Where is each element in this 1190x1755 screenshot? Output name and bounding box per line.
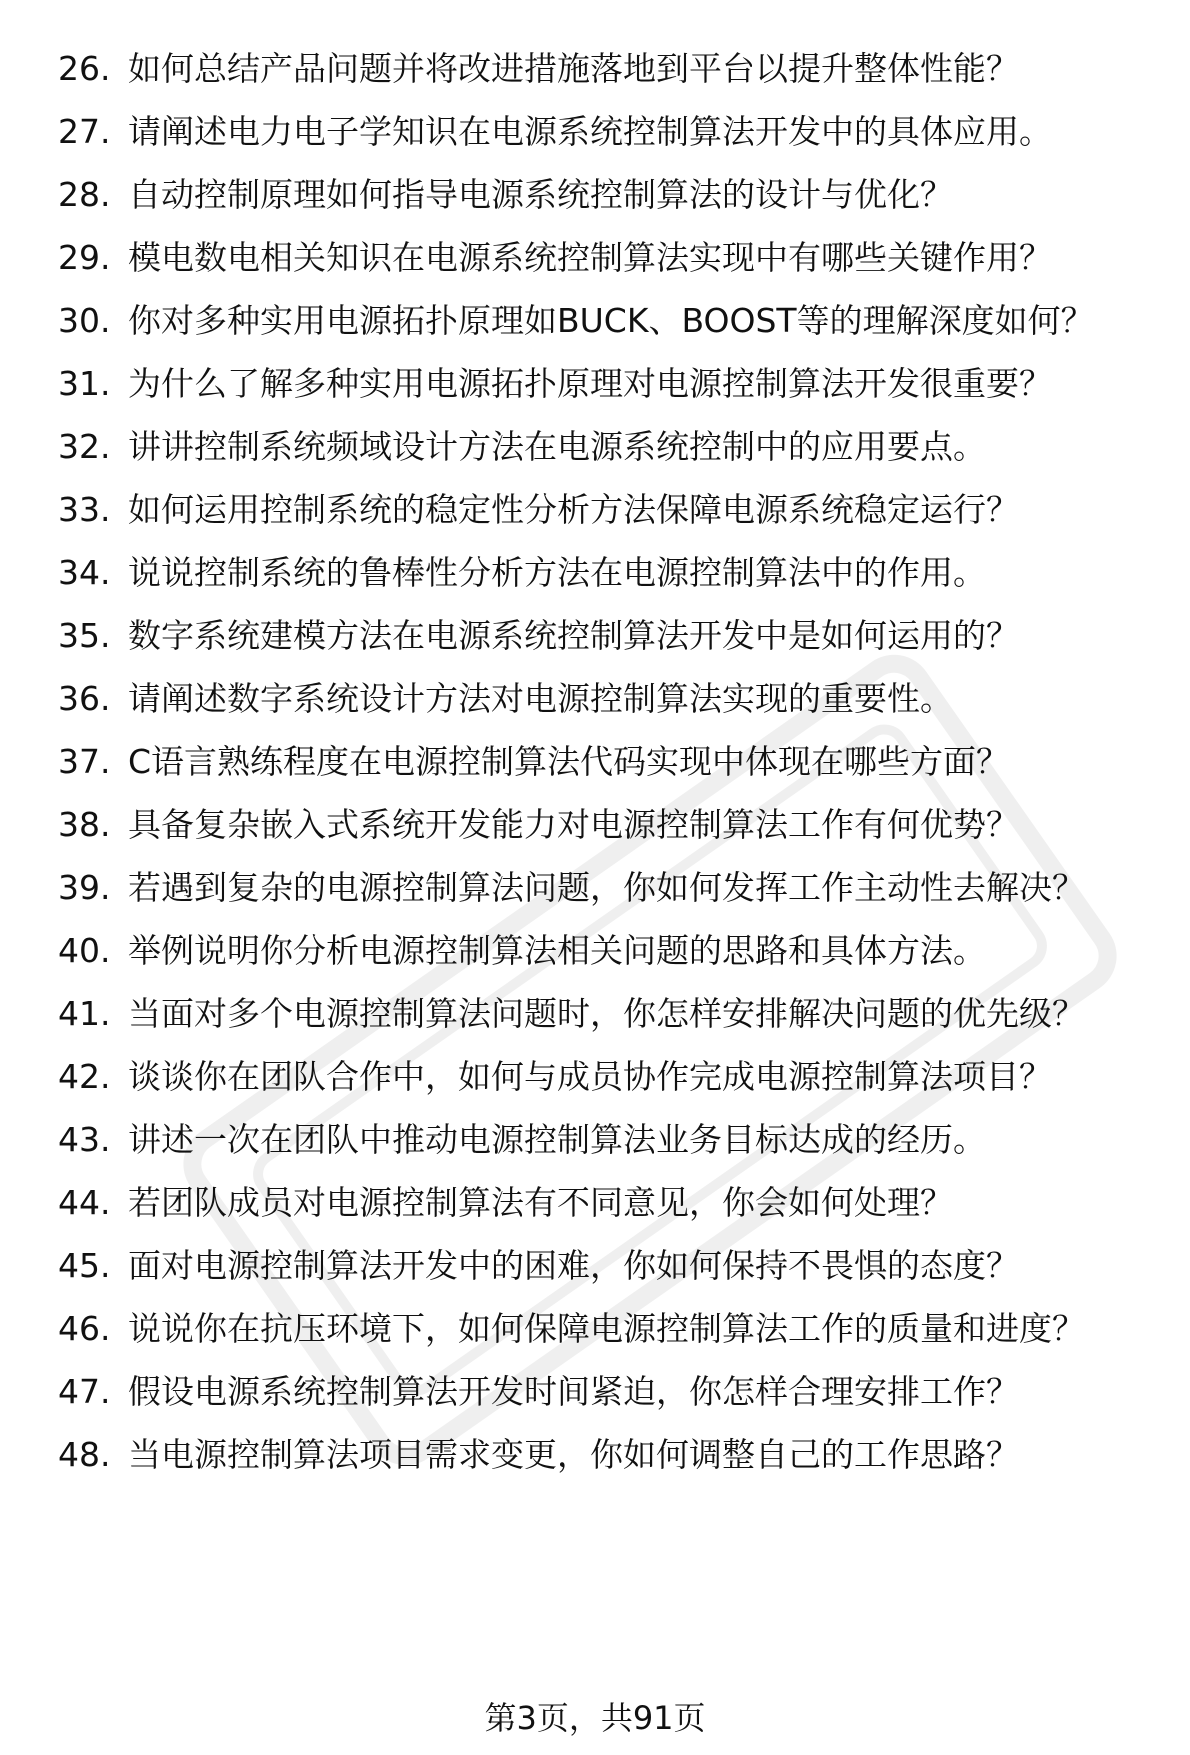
question-number: 42. — [58, 1057, 111, 1096]
question-number: 31. — [58, 364, 111, 403]
list-item — [58, 174, 1138, 216]
question-text: 讲述一次在团队中推动电源控制算法业务目标达成的经历。 — [128, 1120, 986, 1159]
list-item — [58, 1056, 1138, 1098]
question-text: 请阐述数字系统设计方法对电源控制算法实现的重要性。 — [128, 679, 953, 718]
list-item — [58, 426, 1138, 468]
question-number: 41. — [58, 994, 111, 1033]
list-item — [58, 741, 1138, 783]
list-item — [58, 993, 1138, 1035]
question-number: 40. — [58, 931, 111, 970]
question-text: 如何总结产品问题并将改进措施落地到平台以提升整体性能？ — [128, 49, 1019, 88]
question-text: 当面对多个电源控制算法问题时，你怎样安排解决问题的优先级？ — [128, 994, 1085, 1033]
question-number: 27. — [58, 112, 111, 151]
list-item — [58, 48, 1138, 90]
question-number: 36. — [58, 679, 111, 718]
page-footer: 第3页，共91页 — [484, 1699, 706, 1737]
question-text: 若团队成员对电源控制算法有不同意见，你会如何处理？ — [128, 1183, 953, 1222]
question-text: 数字系统建模方法在电源系统控制算法开发中是如何运用的？ — [128, 616, 1019, 655]
list-item — [58, 615, 1138, 657]
question-text: 举例说明你分析电源控制算法相关问题的思路和具体方法。 — [128, 931, 986, 970]
question-text: 当电源控制算法项目需求变更，你如何调整自己的工作思路？ — [128, 1435, 1019, 1474]
question-text: 具备复杂嵌入式系统开发能力对电源控制算法工作有何优势？ — [128, 805, 1019, 844]
list-item — [58, 552, 1138, 594]
question-text: 你对多种实用电源拓扑原理如BUCK、BOOST等的理解深度如何？ — [128, 301, 1094, 340]
question-text: 讲讲控制系统频域设计方法在电源系统控制中的应用要点。 — [128, 427, 986, 466]
question-text: 请阐述电力电子学知识在电源系统控制算法开发中的具体应用。 — [128, 112, 1052, 151]
question-number: 43. — [58, 1120, 111, 1159]
question-text: 假设电源系统控制算法开发时间紧迫，你怎样合理安排工作？ — [128, 1372, 1019, 1411]
question-text: 模电数电相关知识在电源系统控制算法实现中有哪些关键作用？ — [128, 238, 1052, 277]
question-number: 47. — [58, 1372, 111, 1411]
list-item — [58, 678, 1138, 720]
list-item — [58, 363, 1138, 405]
question-number: 32. — [58, 427, 111, 466]
question-number: 48. — [58, 1435, 111, 1474]
list-item — [58, 300, 1138, 342]
question-number: 44. — [58, 1183, 111, 1222]
list-item — [58, 1182, 1138, 1224]
question-text: 说说控制系统的鲁棒性分析方法在电源控制算法中的作用。 — [128, 553, 986, 592]
question-number: 33. — [58, 490, 111, 529]
question-text: 自动控制原理如何指导电源系统控制算法的设计与优化？ — [128, 175, 953, 214]
list-item — [58, 1245, 1138, 1287]
list-item — [58, 867, 1138, 909]
question-number: 26. — [58, 49, 111, 88]
list-item — [58, 237, 1138, 279]
question-number: 45. — [58, 1246, 111, 1285]
question-number: 39. — [58, 868, 111, 907]
list-item — [58, 111, 1138, 153]
question-number: 34. — [58, 553, 111, 592]
question-text: C语言熟练程度在电源控制算法代码实现中体现在哪些方面？ — [128, 742, 1010, 781]
question-text: 如何运用控制系统的稳定性分析方法保障电源系统稳定运行？ — [128, 490, 1019, 529]
question-number: 30. — [58, 301, 111, 340]
question-text: 面对电源控制算法开发中的困难，你如何保持不畏惧的态度？ — [128, 1246, 1019, 1285]
question-number: 46. — [58, 1309, 111, 1348]
question-text: 若遇到复杂的电源控制算法问题，你如何发挥工作主动性去解决？ — [128, 868, 1085, 907]
list-item — [58, 1434, 1138, 1476]
question-number: 37. — [58, 742, 111, 781]
list-item — [58, 1308, 1138, 1350]
list-item — [58, 1371, 1138, 1413]
list-item — [58, 1119, 1138, 1161]
list-item — [58, 489, 1138, 531]
list-item — [58, 804, 1138, 846]
question-number: 29. — [58, 238, 111, 277]
question-number: 35. — [58, 616, 111, 655]
question-text: 为什么了解多种实用电源拓扑原理对电源控制算法开发很重要？ — [128, 364, 1052, 403]
question-text: 谈谈你在团队合作中，如何与成员协作完成电源控制算法项目？ — [128, 1057, 1052, 1096]
question-list — [58, 48, 1138, 1497]
question-text: 说说你在抗压环境下，如何保障电源控制算法工作的质量和进度？ — [128, 1309, 1085, 1348]
list-item — [58, 930, 1138, 972]
question-number: 28. — [58, 175, 111, 214]
question-number: 38. — [58, 805, 111, 844]
